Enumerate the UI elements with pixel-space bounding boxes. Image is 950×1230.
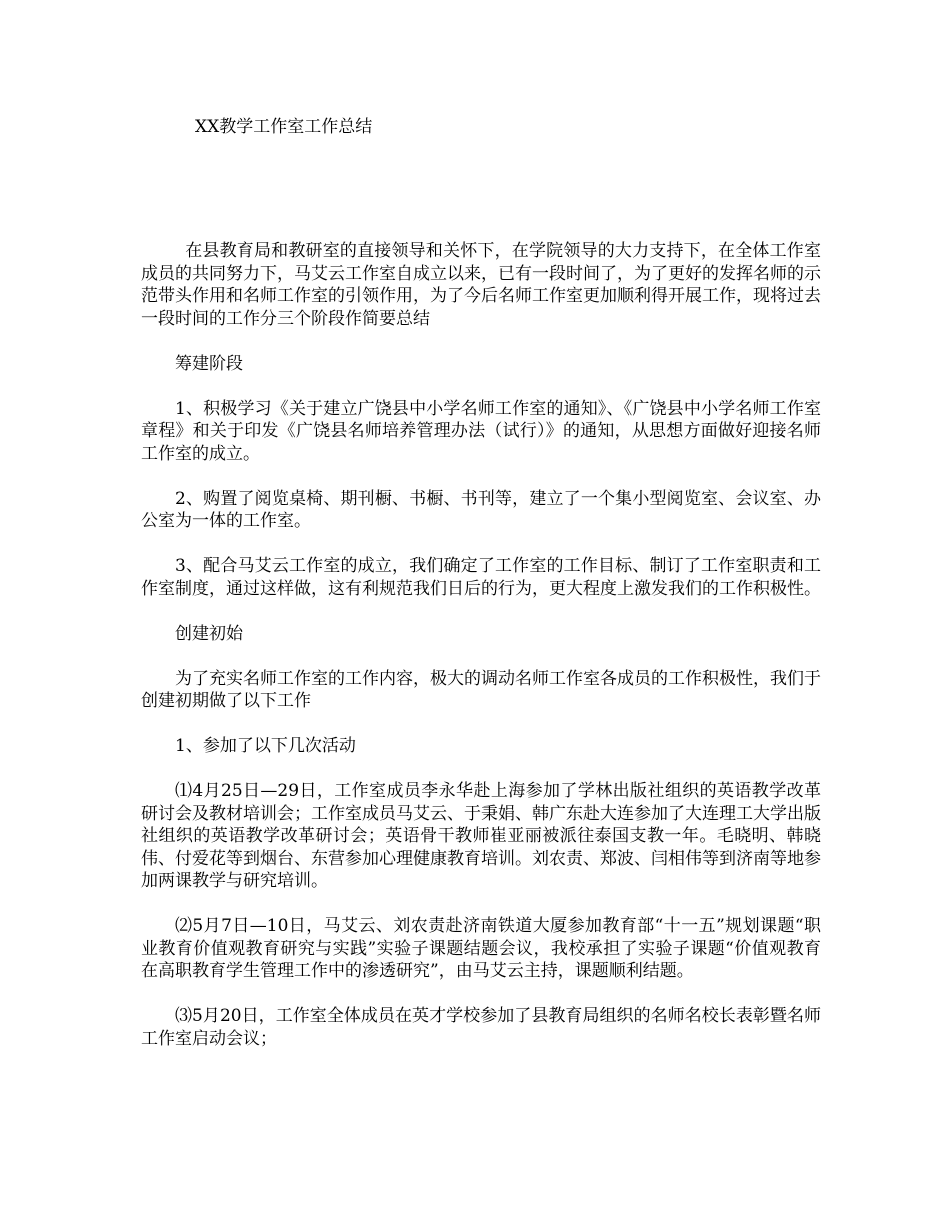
paragraph-activities-heading: 1、参加了以下几次活动 — [175, 736, 356, 756]
document-title: XX教学工作室工作总结 — [195, 117, 373, 137]
paragraph-initial-intro: 为了充实名师工作室的工作内容，极大的调动名师工作室各成员的工作积极性，我们于创建初期做了以下工作 — [141, 668, 821, 711]
paragraph-activity-1: ⑴4月25日—29日，工作室成员李永华赴上海参加了学林出版社组织的英语教学改革研讨会及教材培训会；工作室成员马艾云、于秉娟、韩广东赴大连参加了大连理工大学出版社组织的英语教学改革研讨会；英语骨干教师崔亚丽被派往泰国支教一年。毛晓明、韩晓伟、付爱花等到烟台、东营参加心理健康教育培训。刘农责、郑波、闫相伟等到济南等地参加两课教学与研究培训。 — [141, 781, 821, 891]
paragraph-activity-3: ⑶5月20日，工作室全体成员在英才学校参加了县教育局组织的名师名校长表彰暨名师工作室启动会议； — [141, 1006, 821, 1049]
document-body — [141, 240, 821, 1073]
intro-paragraph: 在县教育局和教研室的直接领导和关怀下，在学院领导的大力支持下，在全体工作室成员的共同努力下，马艾云工作室自成立以来，已有一段时间了，为了更好的发挥名师的示范带头作用和名师工作室的引领作用，为了今后名师工作室更加顺利得开展工作，现将过去一段时间的工作分三个阶段作简要总结 — [141, 241, 821, 329]
section-heading-initial: 创建初始 — [175, 623, 243, 644]
section-heading-preparation: 筹建阶段 — [175, 353, 243, 374]
paragraph-preparation-2: 2、购置了阅览桌椅、期刊橱、书橱、书刊等，建立了一个集小型阅览室、会议室、办公室为一体的工作室。 — [141, 488, 821, 531]
paragraph-preparation-3: 3、配合马艾云工作室的成立，我们确定了工作室的工作目标、制订了工作室职责和工作室制度，通过这样做，这有利规范我们日后的行为，更大程度上激发我们的工作积极性。 — [141, 556, 821, 599]
paragraph-preparation-1: 1、积极学习《关于建立广饶县中小学名师工作室的通知》、《广饶县中小学名师工作室章程》和关于印发《广饶县名师培养管理办法（试行）》的通知，从思想方面做好迎接名师工作室的成立。 — [141, 398, 821, 464]
paragraph-activity-2: ⑵5月7日—10日，马艾云、刘农责赴济南铁道大厦参加教育部“十一五”规划课题“职业教育价值观教育研究与实践”实验子课题结题会议，我校承担了实验子课题“价值观教育在高职教育学生管理工作中的渗透研究”，由马艾云主持，课题顺利结题。 — [141, 916, 821, 981]
